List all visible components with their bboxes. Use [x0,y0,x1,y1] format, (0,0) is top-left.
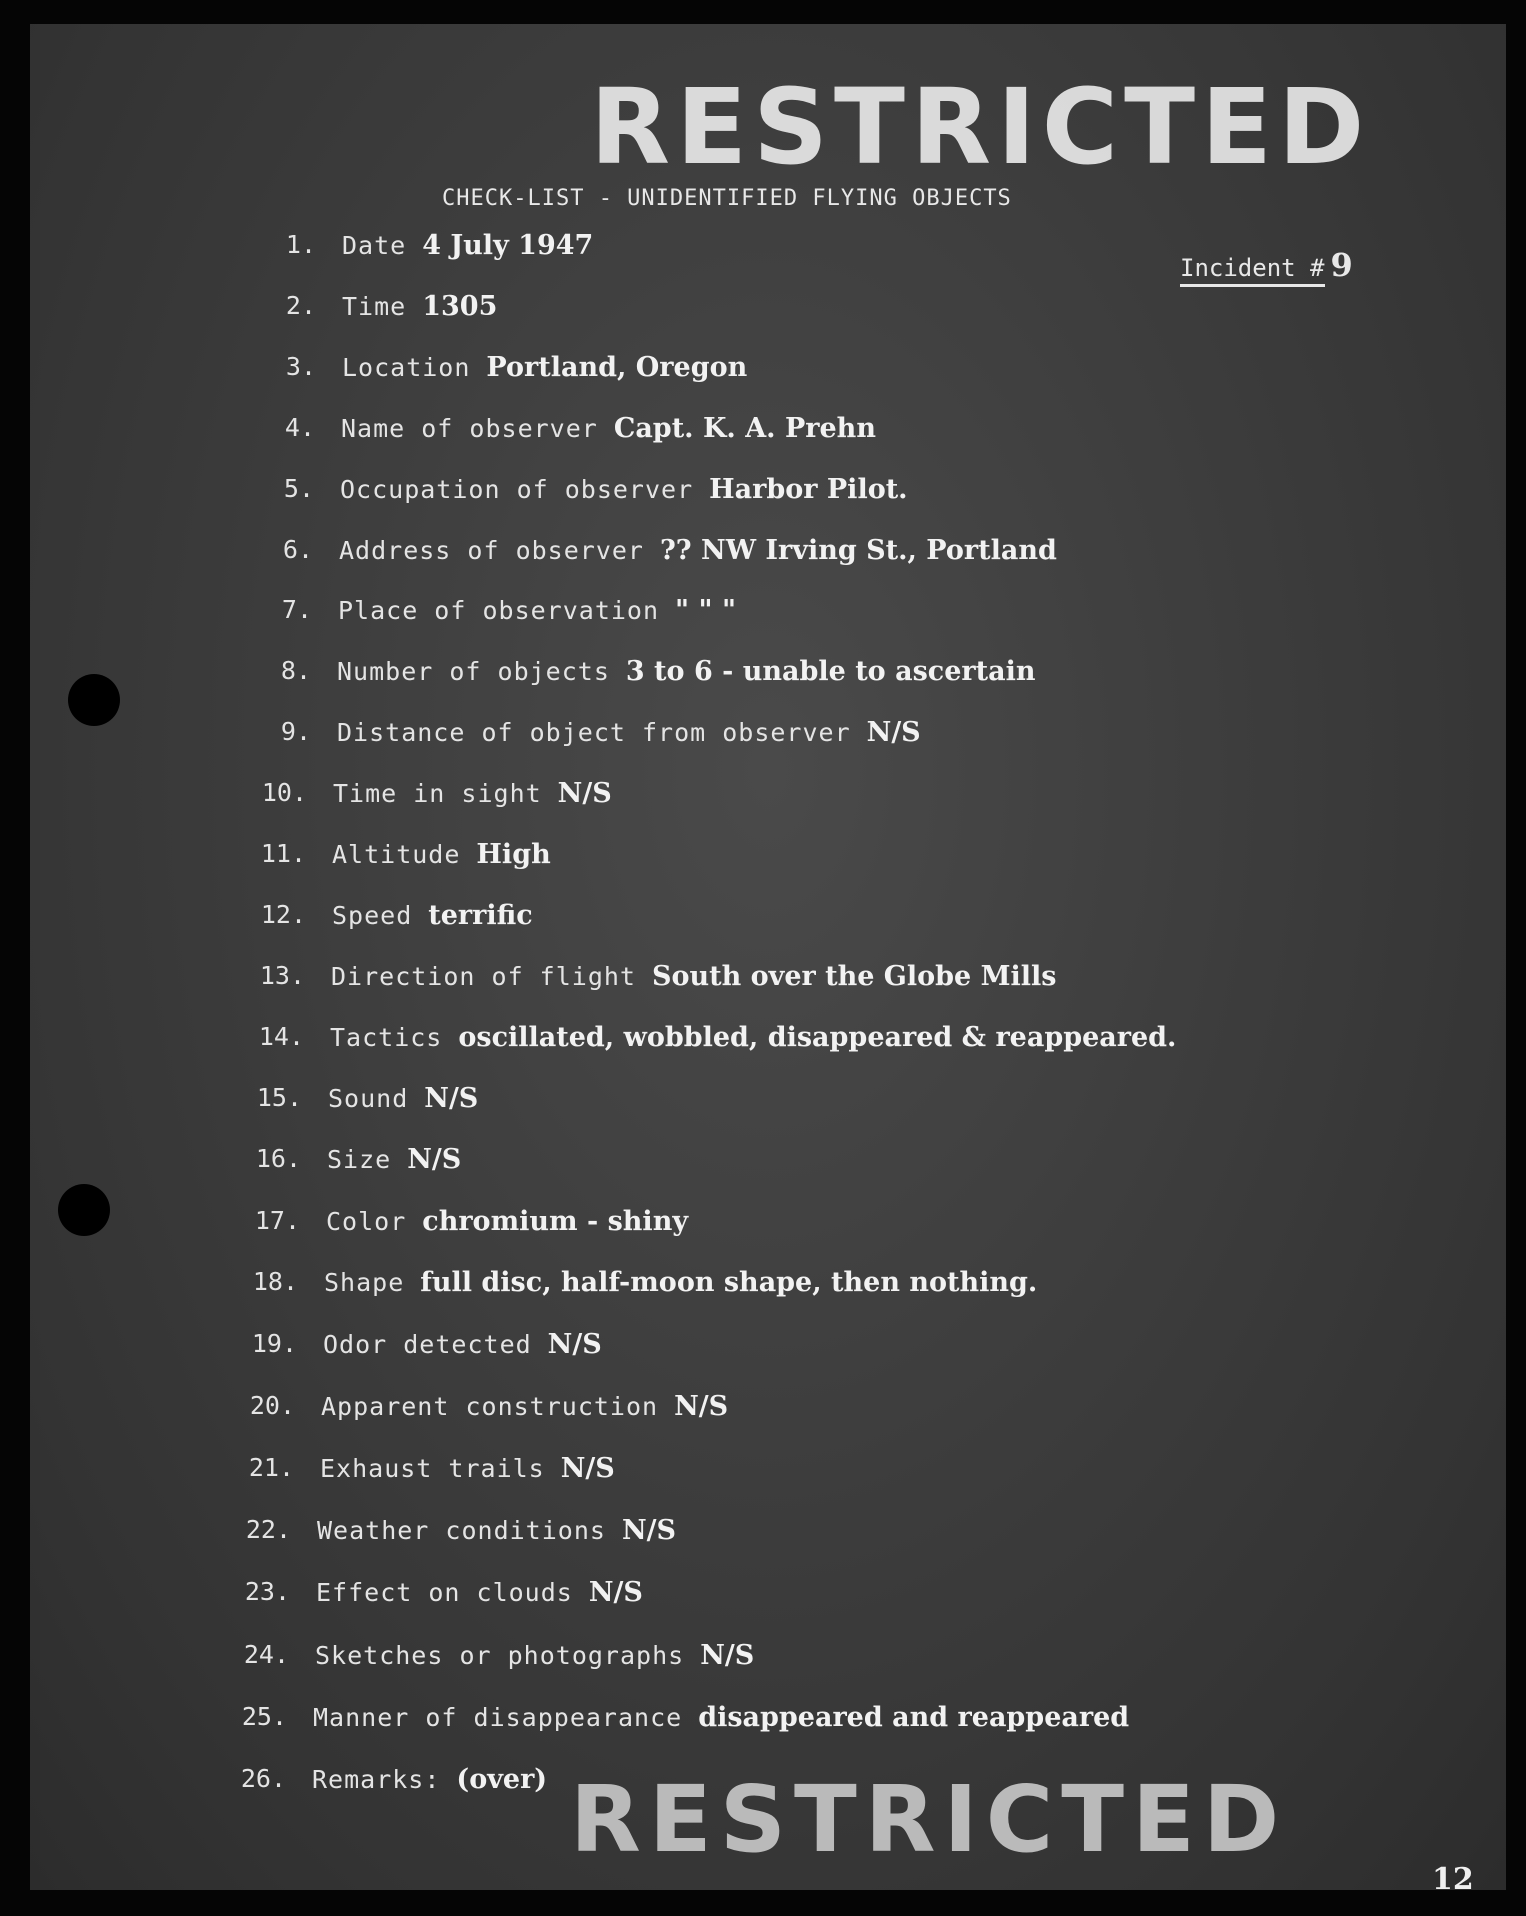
item-label: Occupation of observer [340,475,694,504]
page-number: 12 [1432,1862,1474,1890]
item-number: 16. [255,1144,301,1173]
checklist-item [251,1329,602,1369]
item-number: 13. [259,961,305,990]
checklist-item [285,291,498,331]
checklist-item [285,352,748,392]
item-label: Size [327,1145,392,1174]
checklist-item [254,1206,689,1246]
item-label: Effect on clouds [316,1578,573,1607]
item-answer: chromium - shiny [422,1206,689,1237]
item-label: Direction of flight [331,962,636,991]
checklist-item [283,474,908,514]
item-label: Distance of object from observer [337,718,851,747]
item-answer: N/S [557,778,612,809]
checklist-item [248,1453,615,1493]
document-page [30,24,1506,1890]
checklist-item [245,1515,676,1555]
item-label: Exhaust trails [320,1454,545,1483]
item-number: 11. [260,839,306,868]
checklist-item [280,717,921,757]
item-number: 7. [281,595,312,624]
checklist-item [249,1391,729,1431]
item-answer: 3 to 6 - unable to ascertain [625,656,1036,687]
item-label: Odor detected [323,1330,532,1359]
item-label: Tactics [330,1023,443,1052]
punch-hole-bottom [58,1184,110,1236]
checklist-item [280,656,1036,696]
checklist-item [282,535,1057,575]
item-number: 10. [261,778,307,807]
checklist-item [244,1577,643,1617]
item-answer: Capt. K. A. Prehn [613,413,876,444]
item-number: 1. [285,230,316,259]
item-answer: N/S [407,1144,462,1175]
item-answer: 1305 [422,291,498,322]
item-number: 24. [243,1640,289,1669]
item-label: Name of observer [341,414,598,443]
item-label: Place of observation [338,596,660,625]
checklist-item [285,230,594,270]
item-number: 8. [280,656,311,685]
item-label: Time in sight [333,779,542,808]
item-label: Time [342,292,407,321]
item-number: 22. [245,1515,291,1544]
item-answer: ?? NW Irving St., Portland [659,535,1057,566]
item-number: 19. [251,1329,297,1358]
item-answer: High [476,839,551,870]
restricted-stamp-top: RESTRICTED [590,66,1371,188]
item-answer: N/S [560,1453,615,1484]
item-label: Sound [328,1084,409,1113]
checklist-item [255,1144,462,1184]
document-title: CHECK-LIST - UNIDENTIFIED FLYING OBJECTS [442,186,1012,211]
checklist-item [260,839,551,879]
checklist-item [241,1702,1130,1742]
item-label: Shape [324,1268,405,1297]
checklist-item [260,900,533,940]
item-answer: N/S [866,717,921,748]
item-answer: South over the Globe Mills [651,961,1057,992]
item-answer: N/S [424,1083,479,1114]
item-number: 3. [285,352,316,381]
item-answer: N/S [621,1515,676,1546]
item-answer: N/S [588,1577,643,1608]
checklist-item [243,1640,755,1680]
item-number: 6. [282,535,313,564]
item-answer: oscillated, wobbled, disappeared & reappeared. [458,1022,1177,1053]
punch-hole-top [68,674,120,726]
restricted-stamp-bottom: RESTRICTED [570,1766,1288,1873]
item-label: Weather conditions [317,1516,606,1545]
item-label: Manner of disappearance [313,1703,683,1732]
checklist-item [256,1083,479,1123]
item-label: Speed [332,901,413,930]
item-number: 5. [283,474,314,503]
item-number: 18. [252,1267,298,1296]
checklist-item [281,595,737,635]
item-number: 2. [285,291,316,320]
item-number: 15. [256,1083,302,1112]
checklist-item [284,413,876,453]
item-answer: " " " [675,595,737,626]
item-number: 9. [280,717,311,746]
item-answer: Portland, Oregon [486,352,748,383]
item-label: Remarks: [312,1765,441,1794]
item-answer: disappeared and reappeared [698,1702,1130,1733]
item-answer: N/S [700,1640,755,1671]
item-answer: (over) [456,1764,548,1795]
item-answer: N/S [547,1329,602,1360]
item-number: 25. [241,1702,287,1731]
item-number: 23. [244,1577,290,1606]
checklist-item [259,961,1057,1001]
item-number: 14. [258,1022,304,1051]
item-number: 17. [254,1206,300,1235]
item-answer: 4 July 1947 [422,230,594,261]
checklist-item [258,1022,1177,1062]
item-label: Address of observer [339,536,644,565]
item-label: Altitude [332,840,461,869]
item-answer: N/S [674,1391,729,1422]
incident-value: 9 [1330,246,1353,284]
incident-number [1180,246,1353,284]
item-number: 26. [240,1764,286,1793]
item-label: Apparent construction [321,1392,659,1421]
item-label: Location [342,353,471,382]
checklist-item [252,1267,1038,1307]
checklist-item [261,778,612,818]
item-answer: terrific [428,900,533,931]
item-number: 12. [260,900,306,929]
incident-label: Incident # [1180,254,1325,287]
item-number: 4. [284,413,315,442]
item-answer: Harbor Pilot. [709,474,908,505]
item-label: Color [326,1207,407,1236]
item-answer: full disc, half-moon shape, then nothing. [420,1267,1038,1298]
item-label: Number of objects [337,657,610,686]
item-number: 21. [248,1453,294,1482]
item-label: Date [342,231,407,260]
item-label: Sketches or photographs [315,1641,685,1670]
item-number: 20. [249,1391,295,1420]
checklist-item [240,1764,548,1804]
